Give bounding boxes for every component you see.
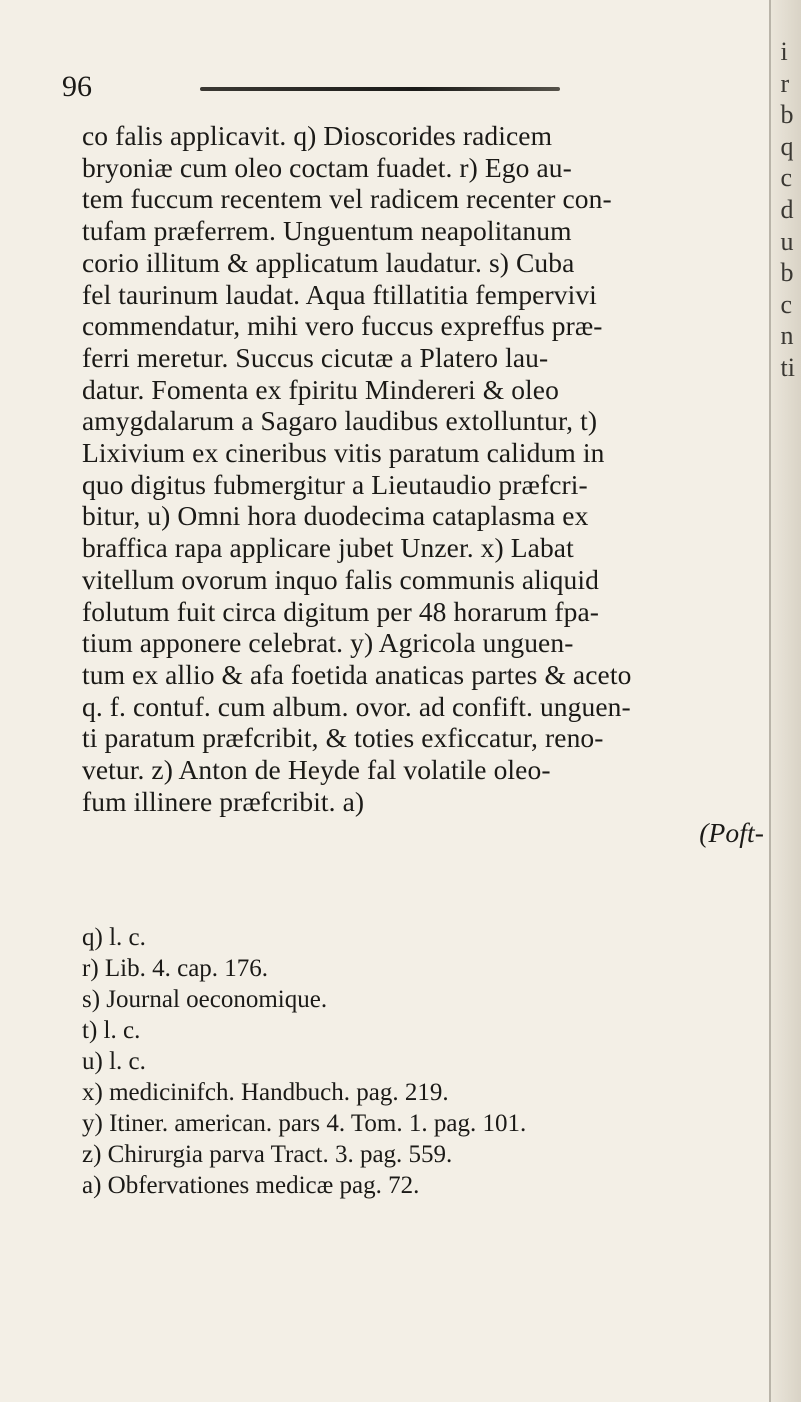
text-line: amygdalarum a Sagaro laudibus extolluntur, t) bbox=[82, 405, 598, 437]
text-line: tium apponere celebrat. y) Agricola unguen- bbox=[82, 627, 574, 659]
margin-fragment: n bbox=[780, 321, 794, 351]
footnote: s) Journal oeconomique. bbox=[82, 986, 328, 1013]
footnote: t) l. c. bbox=[82, 1017, 141, 1044]
footnote: q) l. c. bbox=[82, 924, 146, 951]
text-line: co falis applicavit. q) Dioscorides radicem bbox=[82, 120, 553, 151]
footnote: r) Lib. 4. cap. 176. bbox=[82, 955, 269, 982]
footnote: a) Obfervationes medicæ pag. 72. bbox=[82, 1172, 420, 1199]
footnote: u) l. c. bbox=[82, 1048, 146, 1075]
main-text bbox=[82, 120, 782, 849]
adjacent-page-fragments bbox=[781, 36, 795, 384]
text-line: ti paratum præfcribit, & toties exficcatur, reno- bbox=[82, 722, 604, 754]
text-line: corio illitum & applicatum laudatur. s) Cuba bbox=[82, 246, 575, 278]
footnote: y) Itiner. american. pars 4. Tom. 1. pag. 101. bbox=[82, 1110, 527, 1137]
text-line: tem fuccum recentem vel radicem recenter con- bbox=[82, 183, 612, 215]
page-gutter-line bbox=[769, 0, 771, 1402]
margin-fragment: b bbox=[780, 258, 794, 288]
text-line: fum illinere præfcribit. a) bbox=[82, 785, 365, 817]
margin-fragment: r bbox=[780, 68, 790, 98]
text-line: tufam præferrem. Unguentum neapolitanum bbox=[82, 215, 572, 247]
text-line: vetur. z) Anton de Heyde fal volatile oleo- bbox=[82, 754, 551, 786]
text-line: bryoniæ cum oleo coctam fuadet. r) Ego au- bbox=[82, 151, 572, 183]
text-line: bitur, u) Omni hora duodecima cataplasma ex bbox=[82, 500, 589, 532]
text-line: ferri meretur. Succus cicutæ a Platero lau- bbox=[82, 341, 549, 373]
margin-fragment: d bbox=[780, 194, 794, 224]
margin-fragment: q bbox=[780, 131, 794, 161]
text-line: quo digitus fubmergitur a Lieutaudio præfcri- bbox=[82, 468, 588, 500]
catchword: (Poft- bbox=[699, 817, 764, 849]
footnotes bbox=[82, 922, 782, 1201]
text-line: folutum fuit circa digitum per 48 horarum fpa- bbox=[82, 595, 600, 627]
margin-fragment: u bbox=[780, 226, 794, 256]
text-line: datur. Fomenta ex fpiritu Mindereri & oleo bbox=[82, 373, 559, 405]
footnote: x) medicinifch. Handbuch. pag. 219. bbox=[82, 1079, 449, 1106]
margin-fragment: c bbox=[780, 163, 793, 193]
text-line: tum ex allio & afa foetida anaticas partes & aceto bbox=[82, 658, 632, 690]
text-line: Lixivium ex cineribus vitis paratum calidum in bbox=[82, 437, 605, 469]
text-line: braffica rapa applicare jubet Unzer. x) Labat bbox=[82, 532, 574, 564]
margin-fragment: i bbox=[780, 37, 788, 66]
text-line: vitellum ovorum inquo falis communis aliquid bbox=[82, 563, 599, 595]
text-line: commendatur, mihi vero fuccus expreffus præ- bbox=[82, 310, 603, 342]
text-line: fel taurinum laudat. Aqua ftillatitia fempervivi bbox=[82, 278, 597, 310]
page-number: 96 bbox=[62, 70, 92, 103]
footnote: z) Chirurgia parva Tract. 3. pag. 559. bbox=[82, 1141, 453, 1168]
margin-fragment: b bbox=[780, 100, 794, 130]
header-rule bbox=[200, 87, 560, 91]
text-line: q. f. contuf. cum album. ovor. ad confift. unguen- bbox=[82, 690, 631, 722]
margin-fragment: ti bbox=[780, 352, 795, 382]
margin-fragment: c bbox=[780, 289, 793, 319]
